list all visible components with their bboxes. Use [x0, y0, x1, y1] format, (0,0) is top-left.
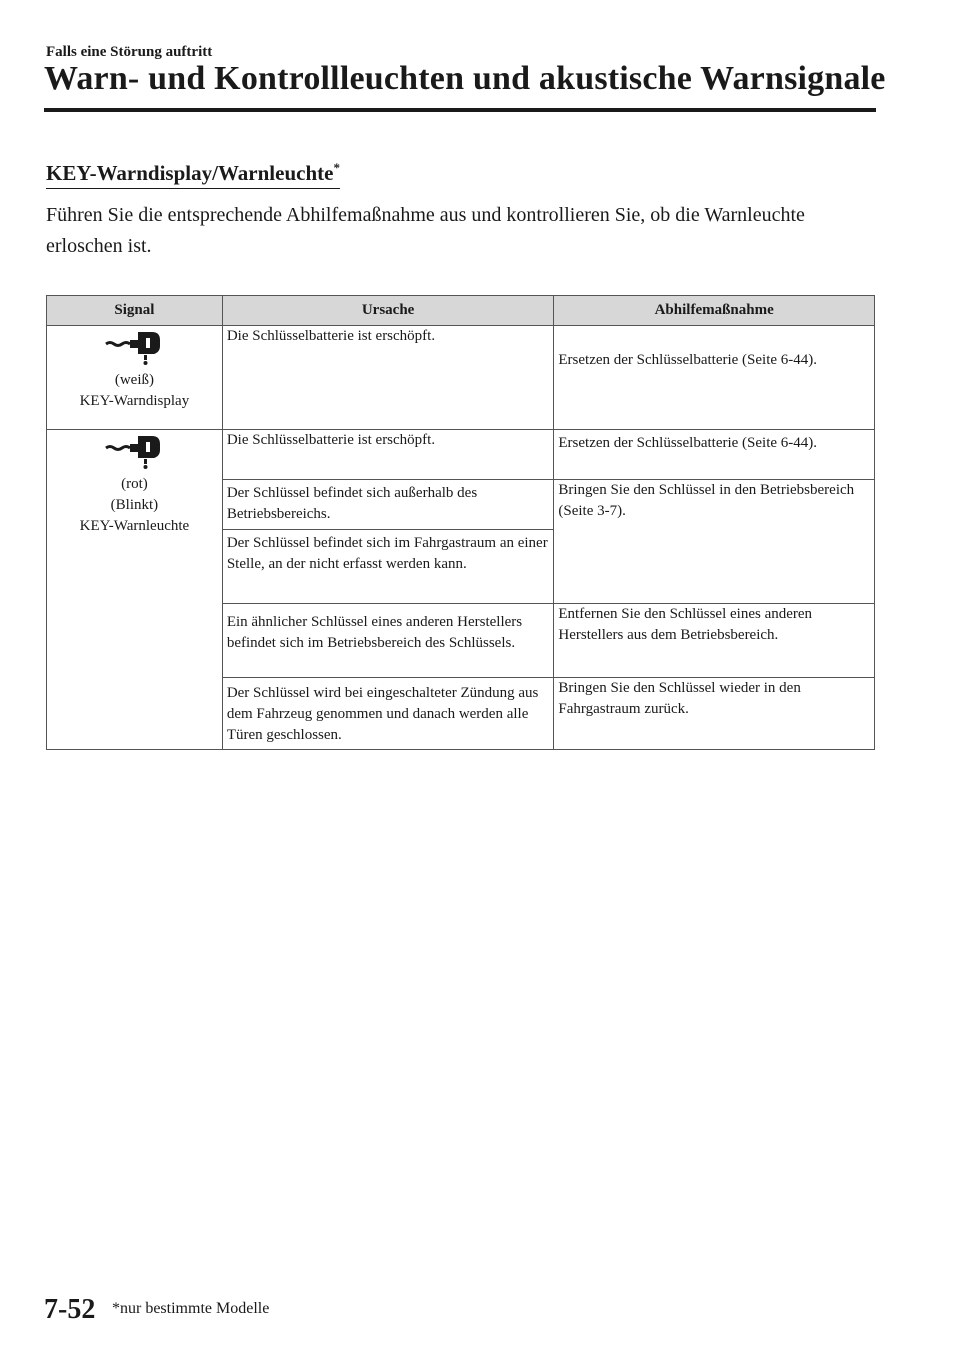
- table-row: [47, 430, 875, 480]
- section-label: Falls eine Störung auftritt: [46, 44, 213, 60]
- table-row: [47, 326, 875, 430]
- signal-color-label: (weiß): [114, 372, 154, 388]
- subsection-heading: [46, 160, 340, 189]
- signal-color-label: (rot): [121, 476, 148, 492]
- remedy-cell: Entfernen Sie den Schlüssel eines anderen Herstellers aus dem Betriebsbereich.: [554, 604, 875, 678]
- cause-cell: Der Schlüssel wird bei eingeschalteter Zündung aus dem Fahrzeug genommen und danach werden alle Türen geschlossen.: [222, 678, 554, 750]
- remedy-cell: Ersetzen der Schlüsselbatterie (Seite 6-44).: [554, 430, 875, 480]
- intro-text: Führen Sie die entsprechende Abhilfemaßnahme aus und kontrollieren Sie, ob die Warnleuchte erloschen ist.: [46, 204, 805, 257]
- chapter-title: Warn- und Kontrollleuchten und akustische Warnsignale: [44, 60, 886, 97]
- remedy-cell: Ersetzen der Schlüsselbatterie (Seite 6-44).: [554, 326, 875, 430]
- cause-cell: Der Schlüssel befindet sich im Fahrgastraum an einer Stelle, an der nicht erfasst werden kann.: [222, 530, 554, 604]
- footnote-marker: *: [333, 160, 340, 175]
- signal-cell-red: [47, 430, 223, 750]
- chapter-rule: [44, 108, 876, 112]
- signal-name: KEY-Warnleuchte: [79, 518, 190, 534]
- page-number: 7-52: [44, 1294, 96, 1325]
- warning-table: [46, 295, 875, 750]
- table-header-row: [47, 296, 875, 326]
- signal-name: KEY-Warndisplay: [79, 393, 190, 409]
- signal-cell-white: [47, 326, 223, 430]
- header-remedy: Abhilfemaßnahme: [554, 296, 875, 326]
- signal-blink-label: (Blinkt): [110, 497, 159, 513]
- cause-cell: Ein ähnlicher Schlüssel eines anderen Herstellers befindet sich im Betriebsbereich des Schlüssels.: [222, 604, 554, 678]
- footnote: *nur bestimmte Modelle: [112, 1300, 270, 1317]
- key-warning-icon: [104, 326, 164, 366]
- cause-cell: Die Schlüsselbatterie ist erschöpft.: [222, 430, 554, 480]
- cause-cell: Der Schlüssel befindet sich außerhalb des Betriebsbereichs.: [222, 480, 554, 530]
- cause-cell: Die Schlüsselbatterie ist erschöpft.: [222, 326, 554, 430]
- remedy-cell: Bringen Sie den Schlüssel wieder in den Fahrgastraum zurück.: [554, 678, 875, 750]
- key-warning-icon: [104, 430, 164, 470]
- remedy-cell: Bringen Sie den Schlüssel in den Betriebsbereich (Seite 3-7).: [554, 480, 875, 604]
- subsection-title: KEY-Warndisplay/Warnleuchte: [46, 161, 334, 185]
- header-signal: Signal: [47, 296, 223, 326]
- header-cause: Ursache: [222, 296, 554, 326]
